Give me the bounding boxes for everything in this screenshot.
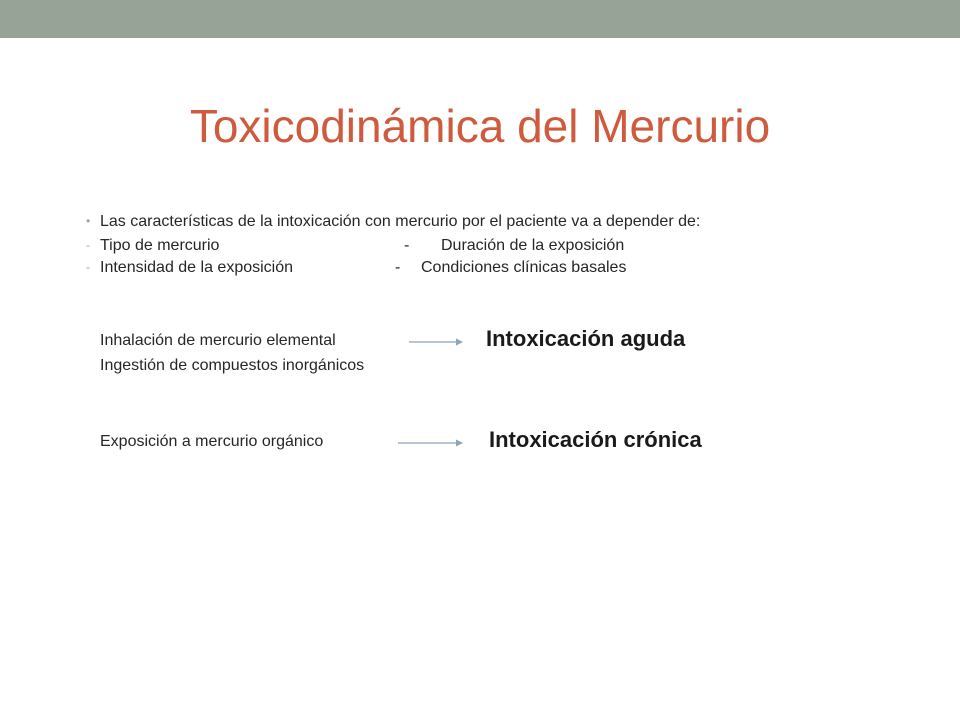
factor-row-1	[100, 236, 219, 256]
acute-arrow-icon	[409, 336, 464, 348]
bullet-icon: •	[86, 214, 91, 228]
intro-text: Las características de la intoxicación con mercurio por el paciente va a depender de:	[100, 213, 701, 230]
acute-cause-ingestion: Ingestión de compuestos inorgánicos	[100, 357, 365, 374]
factor-duration: Duración de la exposición	[441, 237, 625, 254]
top-band	[0, 0, 960, 38]
chronic-arrow-icon	[398, 437, 464, 449]
acute-result: Intoxicación aguda	[486, 326, 686, 351]
factor-conditions: Condiciones clínicas basales	[421, 259, 627, 276]
slide-title: Toxicodinámica del Mercurio	[189, 100, 771, 152]
chronic-result: Intoxicación crónica	[489, 427, 702, 452]
factor-row-2	[100, 258, 293, 278]
chronic-cause: Exposición a mercurio orgánico	[100, 433, 324, 450]
factor-type: Tipo de mercurio	[100, 237, 220, 254]
factor-separator-1: -	[404, 237, 410, 254]
dash-marker-1: -	[86, 238, 90, 252]
factor-separator-2: -	[395, 259, 401, 276]
factor-intensity: Intensidad de la exposición	[100, 259, 294, 276]
acute-cause-inhalation: Inhalación de mercurio elemental	[100, 332, 336, 349]
dash-marker-2: -	[86, 260, 90, 274]
